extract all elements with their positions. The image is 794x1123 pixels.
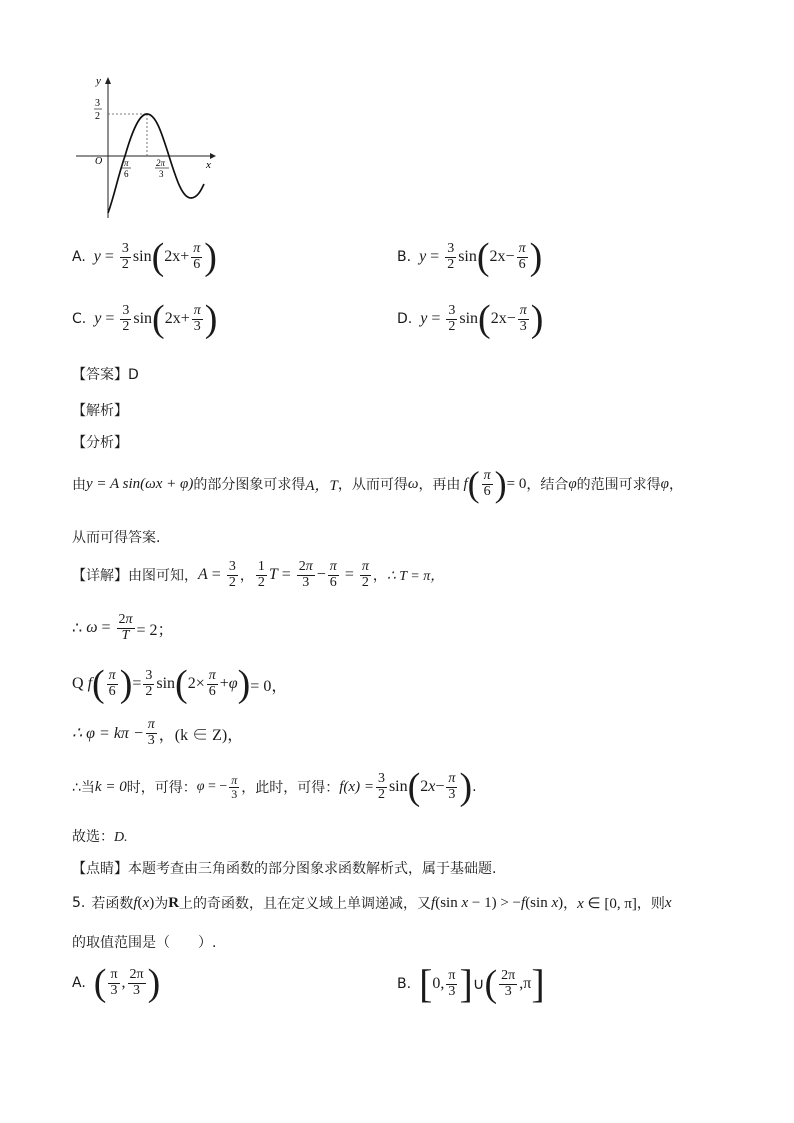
fenxi-label: 【分析】: [72, 435, 128, 451]
question-5-line-2: 的取值范围是（ ）.: [72, 935, 217, 951]
xtick1-num: π: [124, 158, 129, 168]
q5-option-b[interactable]: B. [ 0, $\frac{\pi}{3}$ ] ∪ ( $\frac{2\pi}{3}$ ,π ]: [397, 961, 545, 1006]
y-axis-label: y: [96, 75, 101, 87]
ytick-den: 2: [95, 111, 100, 122]
xtick2-den: 3: [159, 169, 164, 179]
detail-step-5: ∴当 k = 0 时，可得： φ = − $\frac{\pi}{3}$ ，此时，可得： f(x) = $\frac{3}{2}$ sin ( 2 x − $\frac{\pi}{3}$ ) .: [72, 766, 477, 808]
q5-option-a[interactable]: A. ( $\frac{\pi}{3}$ , $\frac{2\pi}{3}$ ): [72, 962, 161, 1004]
option-a[interactable]: A. y = $\frac{3}{2}$ sin ( 2x+ $\frac{\pi}{6}$ ): [72, 236, 217, 278]
detail-step-4: ∴ φ = kπ − $\frac{\pi}{3}$ ，(k ∈ Z)，: [72, 717, 244, 748]
option-d[interactable]: D. y = $\frac{3}{2}$ sin ( 2x− $\frac{\pi}{3}$ ): [397, 298, 544, 340]
question-5-line-1: 5. 若函数 f(x) 为 R 上的奇函数，且在定义域上单调递减，又 f(sin x − 1) > −f(sin x) ， x ∈ [0, π] ，则 x: [72, 894, 672, 912]
origin-label: O: [95, 156, 103, 167]
xtick1-den: 6: [124, 169, 129, 179]
fenxi-line-2: 从而可得答案.: [72, 530, 161, 546]
fenxi-line-1: 由 y = A sin(ωx + φ) 的部分图象可求得 A，T ，从而可得 ω ，再由 f ( $\frac{\pi}{6}$ ) = 0 ，结合 φ 的范围可求得 φ ，: [72, 464, 683, 504]
option-b[interactable]: B. y = $\frac{3}{2}$ sin ( 2x− $\frac{\pi}{6}$ ): [397, 236, 543, 278]
sine-graph: [70, 72, 220, 222]
guxuan-line: 故选：D.: [72, 829, 128, 845]
detail-step-1: 【详解】 由图可知， A = $\frac{3}{2}$ ， $\frac{1}{2}$ T = $\frac{2\pi}{3}$ − $\frac{\pi}{6}$ = $\frac{\pi}{2}$ ， ∴ T = π，: [72, 559, 445, 590]
detail-step-2: ∴ ω = $\frac{2\pi}{T}$ = 2；: [72, 612, 174, 643]
y-axis-arrow: [105, 77, 111, 84]
analysis-label: 【解析】: [72, 403, 128, 419]
x-axis-arrow: [210, 153, 216, 159]
xtick2-num: 2π: [156, 158, 166, 168]
detail-step-3: Q f ( $\frac{\pi}{6}$ ) = $\frac{3}{2}$ sin ( 2× $\frac{\pi}{6}$ + φ ) = 0，: [72, 663, 288, 705]
answer-line: [72, 364, 139, 384]
answer-label: 【答案】: [72, 367, 128, 383]
x-axis-label: x: [206, 159, 211, 171]
dianjing-line: 【点睛】本题考查由三角函数的部分图象求函数解析式，属于基础题.: [72, 861, 497, 877]
option-c[interactable]: C. y = $\frac{3}{2}$ sin ( 2x+ $\frac{\pi}{3}$ ): [72, 298, 218, 340]
answer-value: D: [128, 367, 139, 383]
ytick-num: 3: [95, 98, 100, 109]
